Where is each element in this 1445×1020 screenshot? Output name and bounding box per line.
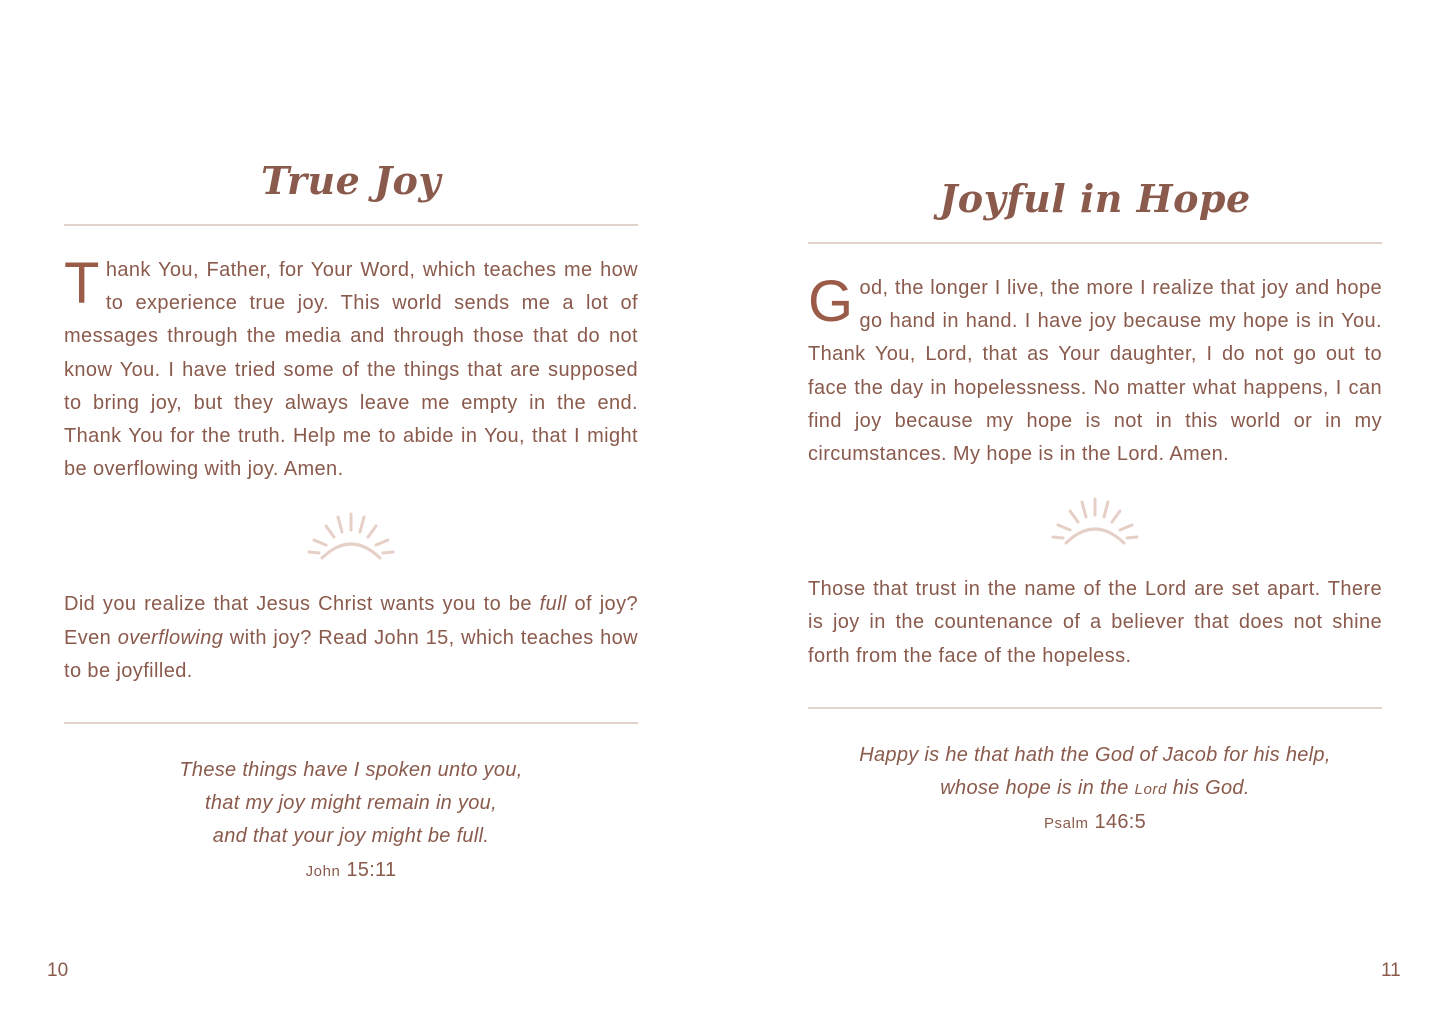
reflection-text: with joy? Read John 15, which teaches how to be joyfilled. [64,626,638,682]
page-title: True Joy [261,158,441,203]
verse-text: his God. [1166,777,1250,800]
verse-line: Happy is he that hath the God of Jacob for his help, [859,743,1331,766]
sunrise-icon [306,512,396,562]
reference-book: Psalm [1043,815,1089,833]
reflection-text: Did you realize that Jesus Christ wants you to be [64,593,540,616]
reference-number: 15:11 [346,858,397,881]
verse-reference [64,854,638,888]
scripture-verse [808,739,1382,841]
reference-number: 146:5 [1094,811,1147,834]
prayer-text: od, the longer I live, the more I realize that joy and hope go hand in hand. I have joy because my hope is in You. Thank You, Lord, that as Your daughter, I do not go out to face the day in hopelessness. No matter what happens, I can find joy because my hope is not in this world or in my circumstances. My hope is in the Lord. Amen. [808,277,1382,466]
reflection-paragraph: Those that trust in the name of the Lord are set apart. There is joy in the countenance of a believer that does not shine forth from the face of the hopeless. [808,578,1382,667]
verse-line: These things have I spoken unto you, [179,759,523,782]
reflection-paragraph [64,588,638,688]
right-page [808,168,1382,840]
reflection-emphasis: overflowing [117,626,224,649]
verse-text: whose hope is in the [940,777,1135,800]
title-divider [64,224,638,226]
drop-cap: G [808,269,854,334]
sunrise-icon [1050,497,1140,547]
reflection-emphasis: full [539,593,567,616]
title-divider [808,242,1382,244]
scripture-verse [64,754,638,888]
left-page [64,150,638,888]
reference-book: John [305,862,341,880]
verse-line: and that your joy might be full. [212,825,490,848]
verse-line: that my joy might remain in you, [205,792,497,815]
verse-divider [64,722,638,724]
drop-cap: T [64,251,100,316]
page-number-left: 10 [47,960,69,981]
verse-reference [808,806,1382,840]
prayer-paragraph [808,269,1382,471]
prayer-text: hank You, Father, for Your Word, which teaches me how to experience true joy. This world sends me a lot of messages through the media and through those that do not know You. I have tried some of the things that are supposed to bring joy, but they always leave me empty in the end. Thank You for the truth. Help me to abide in You, that I might be overflowing with joy. Amen. [64,259,638,481]
verse-small-caps: Lord [1134,781,1167,799]
prayer-paragraph [64,251,638,486]
verse-divider [808,707,1382,709]
verse-line [808,772,1382,806]
reflection-text: of joy? Even [64,593,638,649]
page-title: Joyful in Hope [939,176,1251,221]
page-number-right: 11 [1381,960,1401,981]
